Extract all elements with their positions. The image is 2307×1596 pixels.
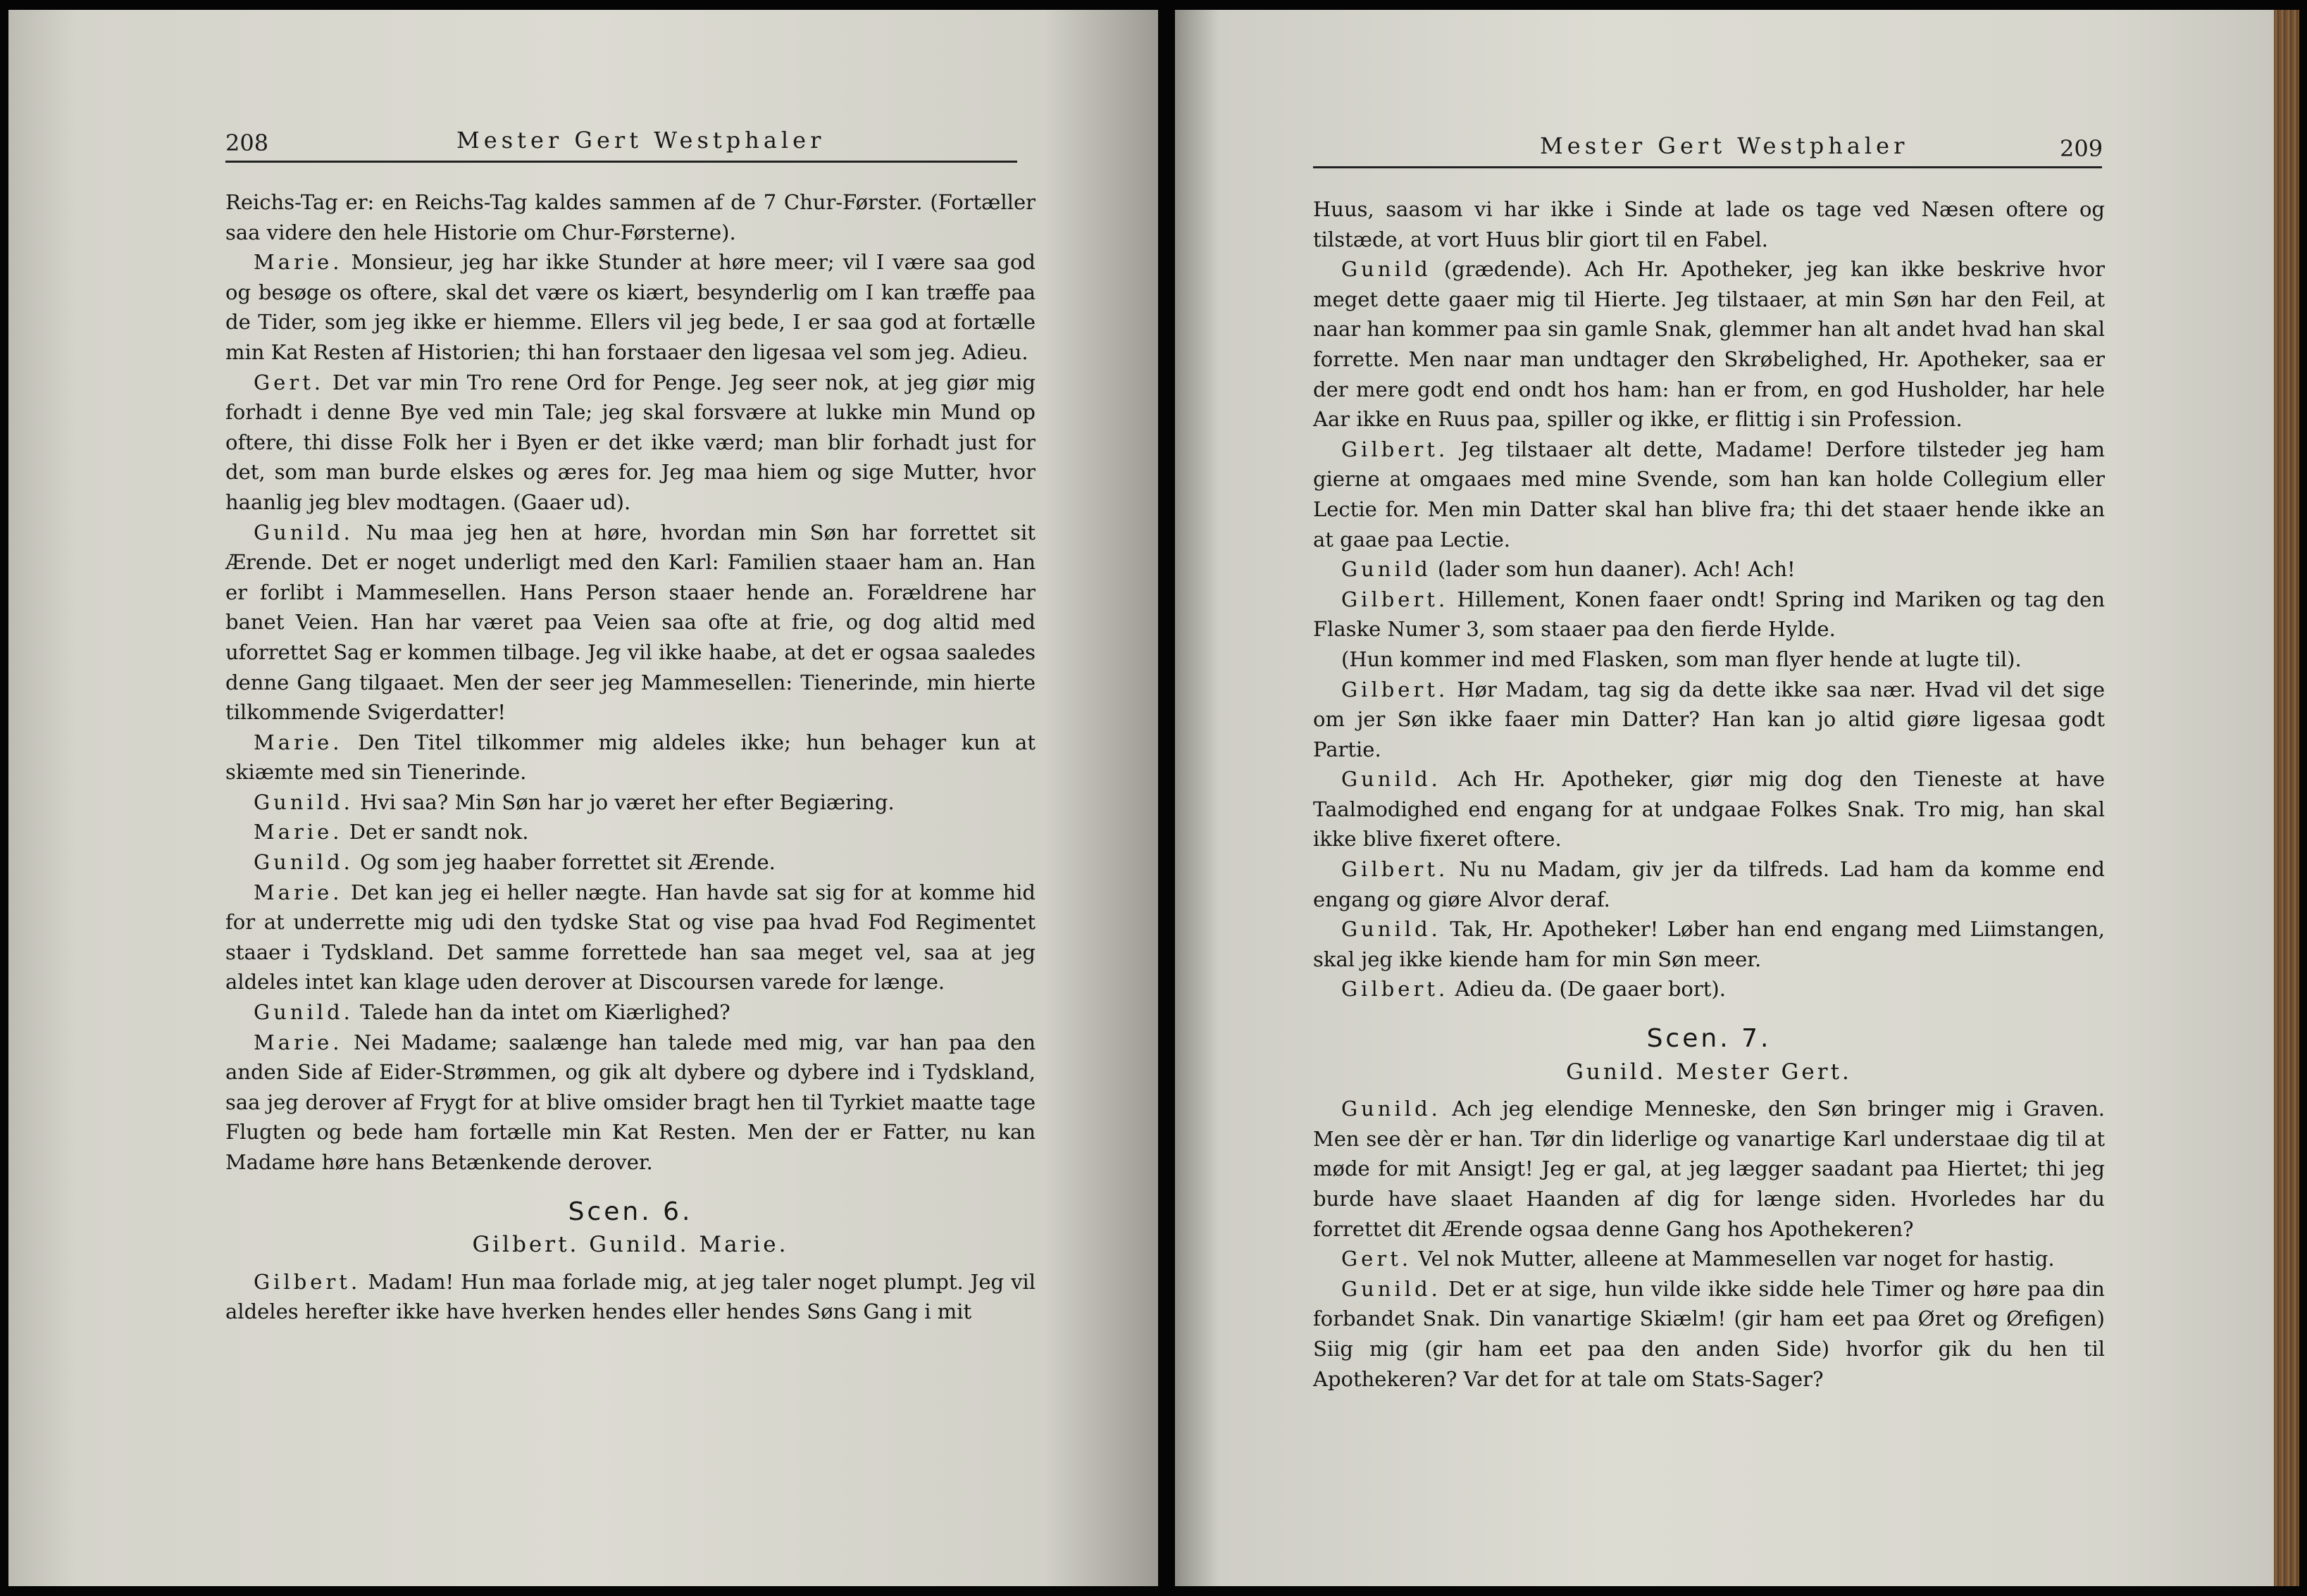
speech-text: Jeg tilstaaer alt dette, Madame! Derfore tilsteder jeg ham gierne at omgaaes med mine Svende, som han kan holde Collegium eller Lectie for. Men min Datter skal han blive fra; thi det staaer hende ikke an at gaae paa Lectie. bbox=[1313, 437, 2105, 551]
speech-text: Reichs-Tag er: en Reichs-Tag kaldes sammen af de 7 Chur-Førster. (Fortæller saa videre den hele Historie om Chur-Førsterne). bbox=[225, 190, 1036, 244]
speaker-name: Gilbert. bbox=[1341, 587, 1449, 611]
speaker-name: Gilbert. bbox=[1341, 677, 1449, 702]
paragraph bbox=[1313, 854, 2105, 914]
paragraph bbox=[225, 878, 1036, 997]
paragraph bbox=[225, 368, 1036, 518]
speech-text: Det er at sige, hun vilde ikke sidde hele Timer og høre paa din forbandet Snak. Din vanartige Skiælm! (gir ham eet paa Øret og Ørefigen) Siig mig (gir ham eet paa den anden Side) hvorfor gik du hen til Apothekeren? Var det for at tale om Stats-Sager? bbox=[1313, 1276, 2105, 1391]
speech-text: Huus, saasom vi har ikke i Sinde at lade os tage ved Næsen oftere og tilstæde, at vort Huus blir giort til en Fabel. bbox=[1313, 197, 2105, 251]
speaker-name: Gert. bbox=[1341, 1247, 1412, 1271]
speech-text: Tak, Hr. Apotheker! Løber han end engang med Liimstangen, skal jeg ikke kiende ham for min Søn meer. bbox=[1313, 917, 2105, 971]
speech-text: Vel nok Mutter, alleene at Mammesellen var noget for hastig. bbox=[1412, 1247, 2055, 1271]
right-page bbox=[1175, 10, 2274, 1586]
speaker-name: Gunild bbox=[1341, 557, 1431, 582]
speaker-name: Gunild. bbox=[1341, 767, 1441, 792]
paragraph bbox=[225, 187, 1036, 247]
speaker-name: Marie. bbox=[254, 820, 343, 844]
speech-text: Adieu da. (De gaaer bort). bbox=[1448, 977, 1726, 1002]
paragraph bbox=[1313, 1244, 2105, 1274]
paragraph bbox=[1313, 764, 2105, 854]
scene-heading: Scen. 6. bbox=[568, 1197, 693, 1226]
speech-text: Ach jeg elendige Menneske, den Søn bringer mig i Graven. Men see dèr er han. Tør din liderlige og vanartige Karl understaae dig til at møde for mit Ansigt! Jeg er gal, at jeg lægger saadant paa Hiertet; thi jeg burde have slaaet Haanden af dig for længe siden. Hvorledes har du forrettet dit Ærende ogsaa denne Gang hos Apothekeren? bbox=[1313, 1097, 2105, 1241]
speech-text: Og som jeg haaber forrettet sit Ærende. bbox=[353, 850, 776, 875]
scene-characters: Gunild. Mester Gert. bbox=[1566, 1059, 1852, 1085]
speech-text: (Hun kommer ind med Flasken, som man flyer hende at lugte til). bbox=[1341, 647, 2022, 671]
speech-text: Det er sandt nok. bbox=[342, 820, 529, 844]
paragraph bbox=[1313, 254, 2105, 435]
paragraph bbox=[1313, 585, 2105, 644]
paragraph bbox=[1313, 974, 2105, 1004]
right-header-rule bbox=[1313, 166, 2102, 168]
right-body-text bbox=[1313, 194, 2105, 1394]
speech-text: (lader som hun daaner). Ach! Ach! bbox=[1431, 557, 1796, 582]
paragraph bbox=[1313, 914, 2105, 974]
speech-text: Madam! Hun maa forlade mig, at jeg taler noget plumpt. Jeg vil aldeles herefter ikke have hverken hendes eller hendes Søns Gang i mit bbox=[225, 1269, 1036, 1324]
speaker-name: Gunild. bbox=[254, 1000, 354, 1025]
speech-text: (grædende). Ach Hr. Apotheker, jeg kan ikke beskrive hvor meget dette gaaer mig til Hierte. Jeg tilstaaer, at min Søn har den Feil, at naar han kommer paa sin gamle Snak, glemmer han alt andet hvad han skal forrette. Men naar man undtager den Skrøbelighed, Hr. Apotheker, saa er der mere godt end ondt hos ham: han er from, en god Husholder, har hele Aar ikke en Ruus paa, spiller og ikke, er flittig i sin Profession. bbox=[1313, 257, 2105, 432]
speech-text: Nei Madame; saalænge han talede med mig, var han paa den anden Side af Eider-Strømmen, og gik alt dybere og dybere ind i Tydskland, saa jeg derover af Frygt for at blive omsider bragt hen til Tyrkiet maatte tage Flugten og bede ham fortælle min Kat Resten. Men der er Fatter, nu kan Madame høre hans Betænkende derover. bbox=[225, 1030, 1036, 1174]
paragraph bbox=[225, 1028, 1036, 1178]
paragraph bbox=[225, 1267, 1036, 1327]
right-running-title: Mester Gert Westphaler bbox=[1540, 132, 1909, 159]
speaker-name: Gilbert. bbox=[1341, 437, 1449, 461]
paragraph bbox=[225, 247, 1036, 367]
speaker-name: Marie. bbox=[254, 1030, 343, 1054]
speech-text: Den Titel tilkommer mig aldeles ikke; hun behager kun at skiæmte med sin Tienerinde. bbox=[225, 730, 1036, 785]
paragraph bbox=[225, 728, 1036, 787]
paragraph bbox=[225, 518, 1036, 728]
speaker-name: Gilbert. bbox=[1341, 857, 1449, 882]
left-header-rule bbox=[225, 161, 1017, 163]
speaker-name: Gert. bbox=[254, 370, 325, 394]
scene-characters: Gilbert. Gunild. Marie. bbox=[472, 1232, 789, 1258]
paragraph bbox=[225, 787, 1036, 818]
speech-text: Talede han da intet om Kiærlighed? bbox=[353, 1000, 730, 1025]
speaker-name: Gunild. bbox=[254, 790, 354, 814]
speaker-name: Marie. bbox=[254, 730, 343, 754]
speech-text: Hillement, Konen faaer ondt! Spring ind Mariken og tag den Flaske Numer 3, som staaer paa den fierde Hylde. bbox=[1313, 587, 2105, 642]
page-edges bbox=[2274, 10, 2299, 1586]
speaker-name: Gunild. bbox=[254, 520, 354, 544]
paragraph bbox=[1313, 644, 2105, 675]
speech-text: Monsieur, jeg har ikke Stunder at høre meer; vil I være saa god og besøge os oftere, skal det være os kiært, besynderlig om I kan træffe paa de Tider, som jeg ikke er hiemme. Ellers vil jeg bede, I er saa god at fortælle min Kat Resten af Historien; thi han forstaaer den ligesaa vel som jeg. Adieu. bbox=[225, 250, 1036, 364]
speech-text: Det kan jeg ei heller nægte. Han havde sat sig for at komme hid for at underrette mig udi den tydske Stat og vise paa hvad Fod Regimentet staaer i Tydskland. Det samme forrettede han saa meget vel, saa at jeg aldeles intet kan klage uden derover at Discoursen varede for længe. bbox=[225, 880, 1036, 995]
scene-heading: Scen. 7. bbox=[1646, 1024, 1772, 1054]
speaker-name: Gunild. bbox=[254, 850, 354, 875]
speech-text: Hør Madam, tag sig da dette ikke saa nær. Hvad vil det sige om jer Søn ikke faaer min Datter? Han kan jo altid giøre ligesaa godt Partie. bbox=[1313, 677, 2105, 761]
speech-text: Nu maa jeg hen at høre, hvordan min Søn har forrettet sit Ærende. Det er noget underligt med den Karl: Familien staaer ham an. Han er forlibt i Mammesellen. Hans Person staaer hende an. Forældrene har banet Veien. Han har været paa Veien saa ofte at frie, og dog altid med uforrettet Sag er kommen tilbage. Jeg vil ikke haabe, at det er ogsaa saaledes denne Gang tilgaaet. Men der seer jeg Mammesellen: Tienerinde, min hierte tilkommende Svigerdatter! bbox=[225, 520, 1036, 725]
speech-text: Ach Hr. Apotheker, giør mig dog den Tieneste at have Taalmodighed end engang for at undgaae Folkes Snak. Tro mig, han skal ikke blive fixeret oftere. bbox=[1313, 767, 2105, 852]
paragraph bbox=[1313, 1094, 2105, 1244]
speech-text: Hvi saa? Min Søn har jo været her efter Begiæring. bbox=[353, 790, 895, 814]
paragraph bbox=[225, 997, 1036, 1028]
speaker-name: Marie. bbox=[254, 250, 343, 275]
speaker-name: Gunild bbox=[1341, 257, 1431, 282]
speaker-name: Gilbert. bbox=[254, 1269, 361, 1294]
paragraph bbox=[225, 817, 1036, 847]
paragraph bbox=[1313, 1274, 2105, 1394]
paragraph bbox=[225, 847, 1036, 878]
speech-text: Det var min Tro rene Ord for Penge. Jeg seer nok, at jeg giør mig forhadt i denne Bye ved min Tale; jeg skal forsvære at lukke min Mund op oftere, thi disse Folk her i Byen er det ikke værd; man blir forhadt just for det, som man burde elskes og æres for. Jeg maa hiem og sige Mutter, hvor haanlig jeg blev modtagen. (Gaaer ud). bbox=[225, 370, 1036, 514]
left-page bbox=[8, 10, 1158, 1586]
speaker-name: Gunild. bbox=[1341, 1097, 1441, 1121]
paragraph bbox=[1313, 675, 2105, 765]
paragraph bbox=[1313, 194, 2105, 254]
speech-text: Nu nu Madam, giv jer da tilfreds. Lad ham da komme end engang og giøre Alvor deraf. bbox=[1313, 857, 2105, 911]
paragraph bbox=[1313, 435, 2105, 554]
speaker-name: Gilbert. bbox=[1341, 977, 1449, 1002]
right-page-number: 209 bbox=[2060, 135, 2103, 162]
speaker-name: Gunild. bbox=[1341, 1276, 1441, 1301]
left-body-text bbox=[225, 187, 1036, 1327]
speaker-name: Gunild. bbox=[1341, 917, 1441, 942]
left-page-number: 208 bbox=[225, 130, 269, 156]
speaker-name: Marie. bbox=[254, 880, 343, 904]
left-running-title: Mester Gert Westphaler bbox=[456, 127, 826, 154]
paragraph bbox=[1313, 554, 2105, 585]
